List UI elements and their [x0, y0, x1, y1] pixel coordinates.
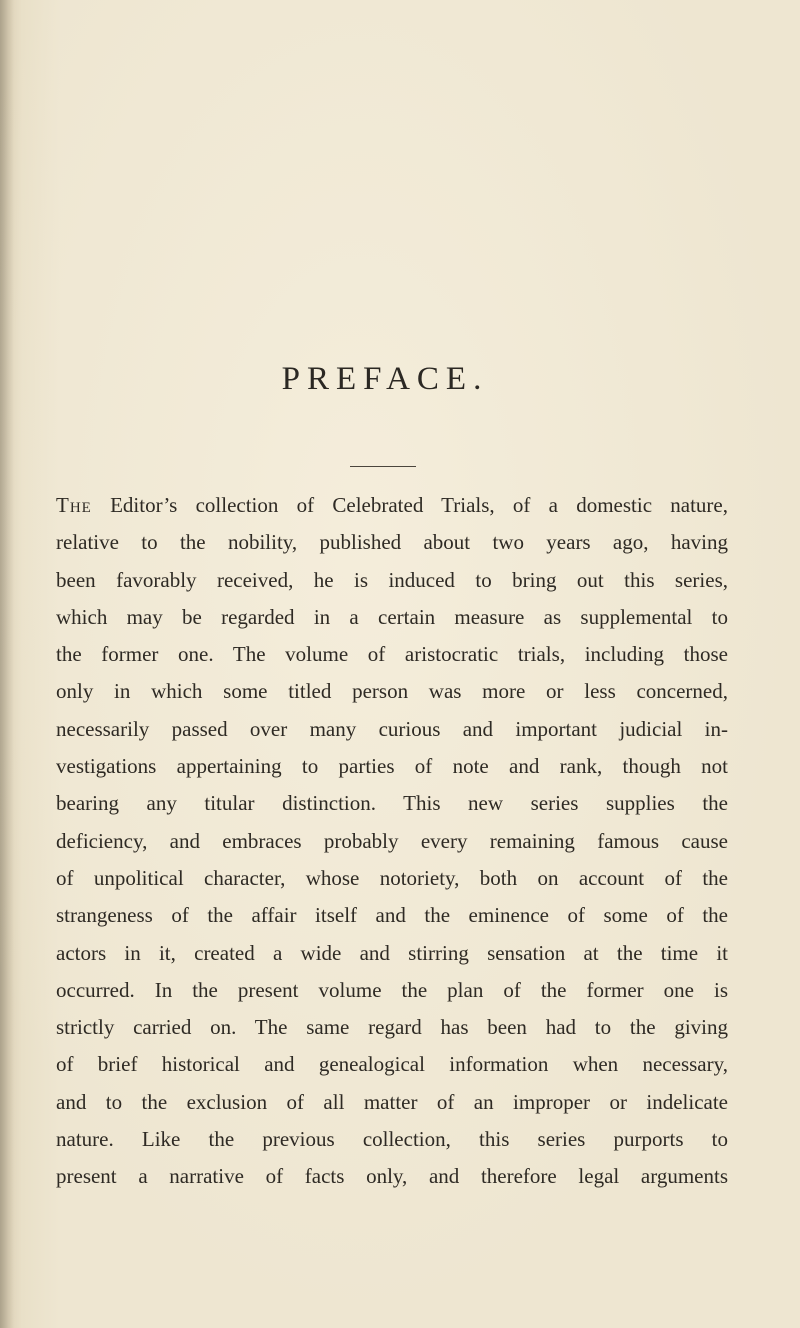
text-line-18: nature. Like the previous collection, this series purports to: [56, 1127, 728, 1152]
text-line-16: of brief historical and genealogical information when necessary,: [56, 1052, 728, 1077]
lead-word: The: [56, 493, 92, 517]
text-line-6: only in which some titled person was more or less concerned,: [56, 679, 728, 704]
preface-body: [56, 487, 728, 1196]
text-line-15: strictly carried on. The same regard has been had to the giving: [56, 1015, 728, 1040]
text-line-2: relative to the nobility, published about two years ago, having: [56, 530, 728, 555]
text-line-3: been favorably received, he is induced to bring out this series,: [56, 567, 728, 592]
text-line-5: the former one. The volume of aristocratic trials, including those: [56, 642, 728, 667]
text-line-1: [56, 487, 728, 524]
text-line-12: strangeness of the affair itself and the eminence of some of the: [56, 903, 728, 928]
text-line-8: vestigations appertaining to parties of note and rank, though not: [56, 754, 728, 779]
text-line-1-rest: Editor’s collection of Celebrated Trials, of a domestic nature,: [91, 493, 728, 517]
text-line-19: present a narrative of facts only, and therefore legal arguments: [56, 1164, 728, 1189]
text-line-17: and to the exclusion of all matter of an improper or indelicate: [56, 1089, 728, 1114]
text-line-11: of unpolitical character, whose notoriety, both on account of the: [56, 865, 728, 890]
text-line-14: occurred. In the present volume the plan of the former one is: [56, 977, 728, 1002]
gutter-shadow: [0, 0, 14, 1328]
text-line-9: bearing any titular distinction. This new series supplies the: [56, 791, 728, 816]
text-line-10: deficiency, and embraces probably every remaining famous cause: [56, 828, 728, 853]
heading-rule: [350, 466, 416, 467]
text-line-4: which may be regarded in a certain measure as supplemental to: [56, 604, 728, 629]
text-line-7: necessarily passed over many curious and important judicial in-: [56, 716, 728, 741]
page-heading: PREFACE.: [281, 361, 489, 397]
text-line-13: actors in it, created a wide and stirring sensation at the time it: [56, 940, 728, 965]
